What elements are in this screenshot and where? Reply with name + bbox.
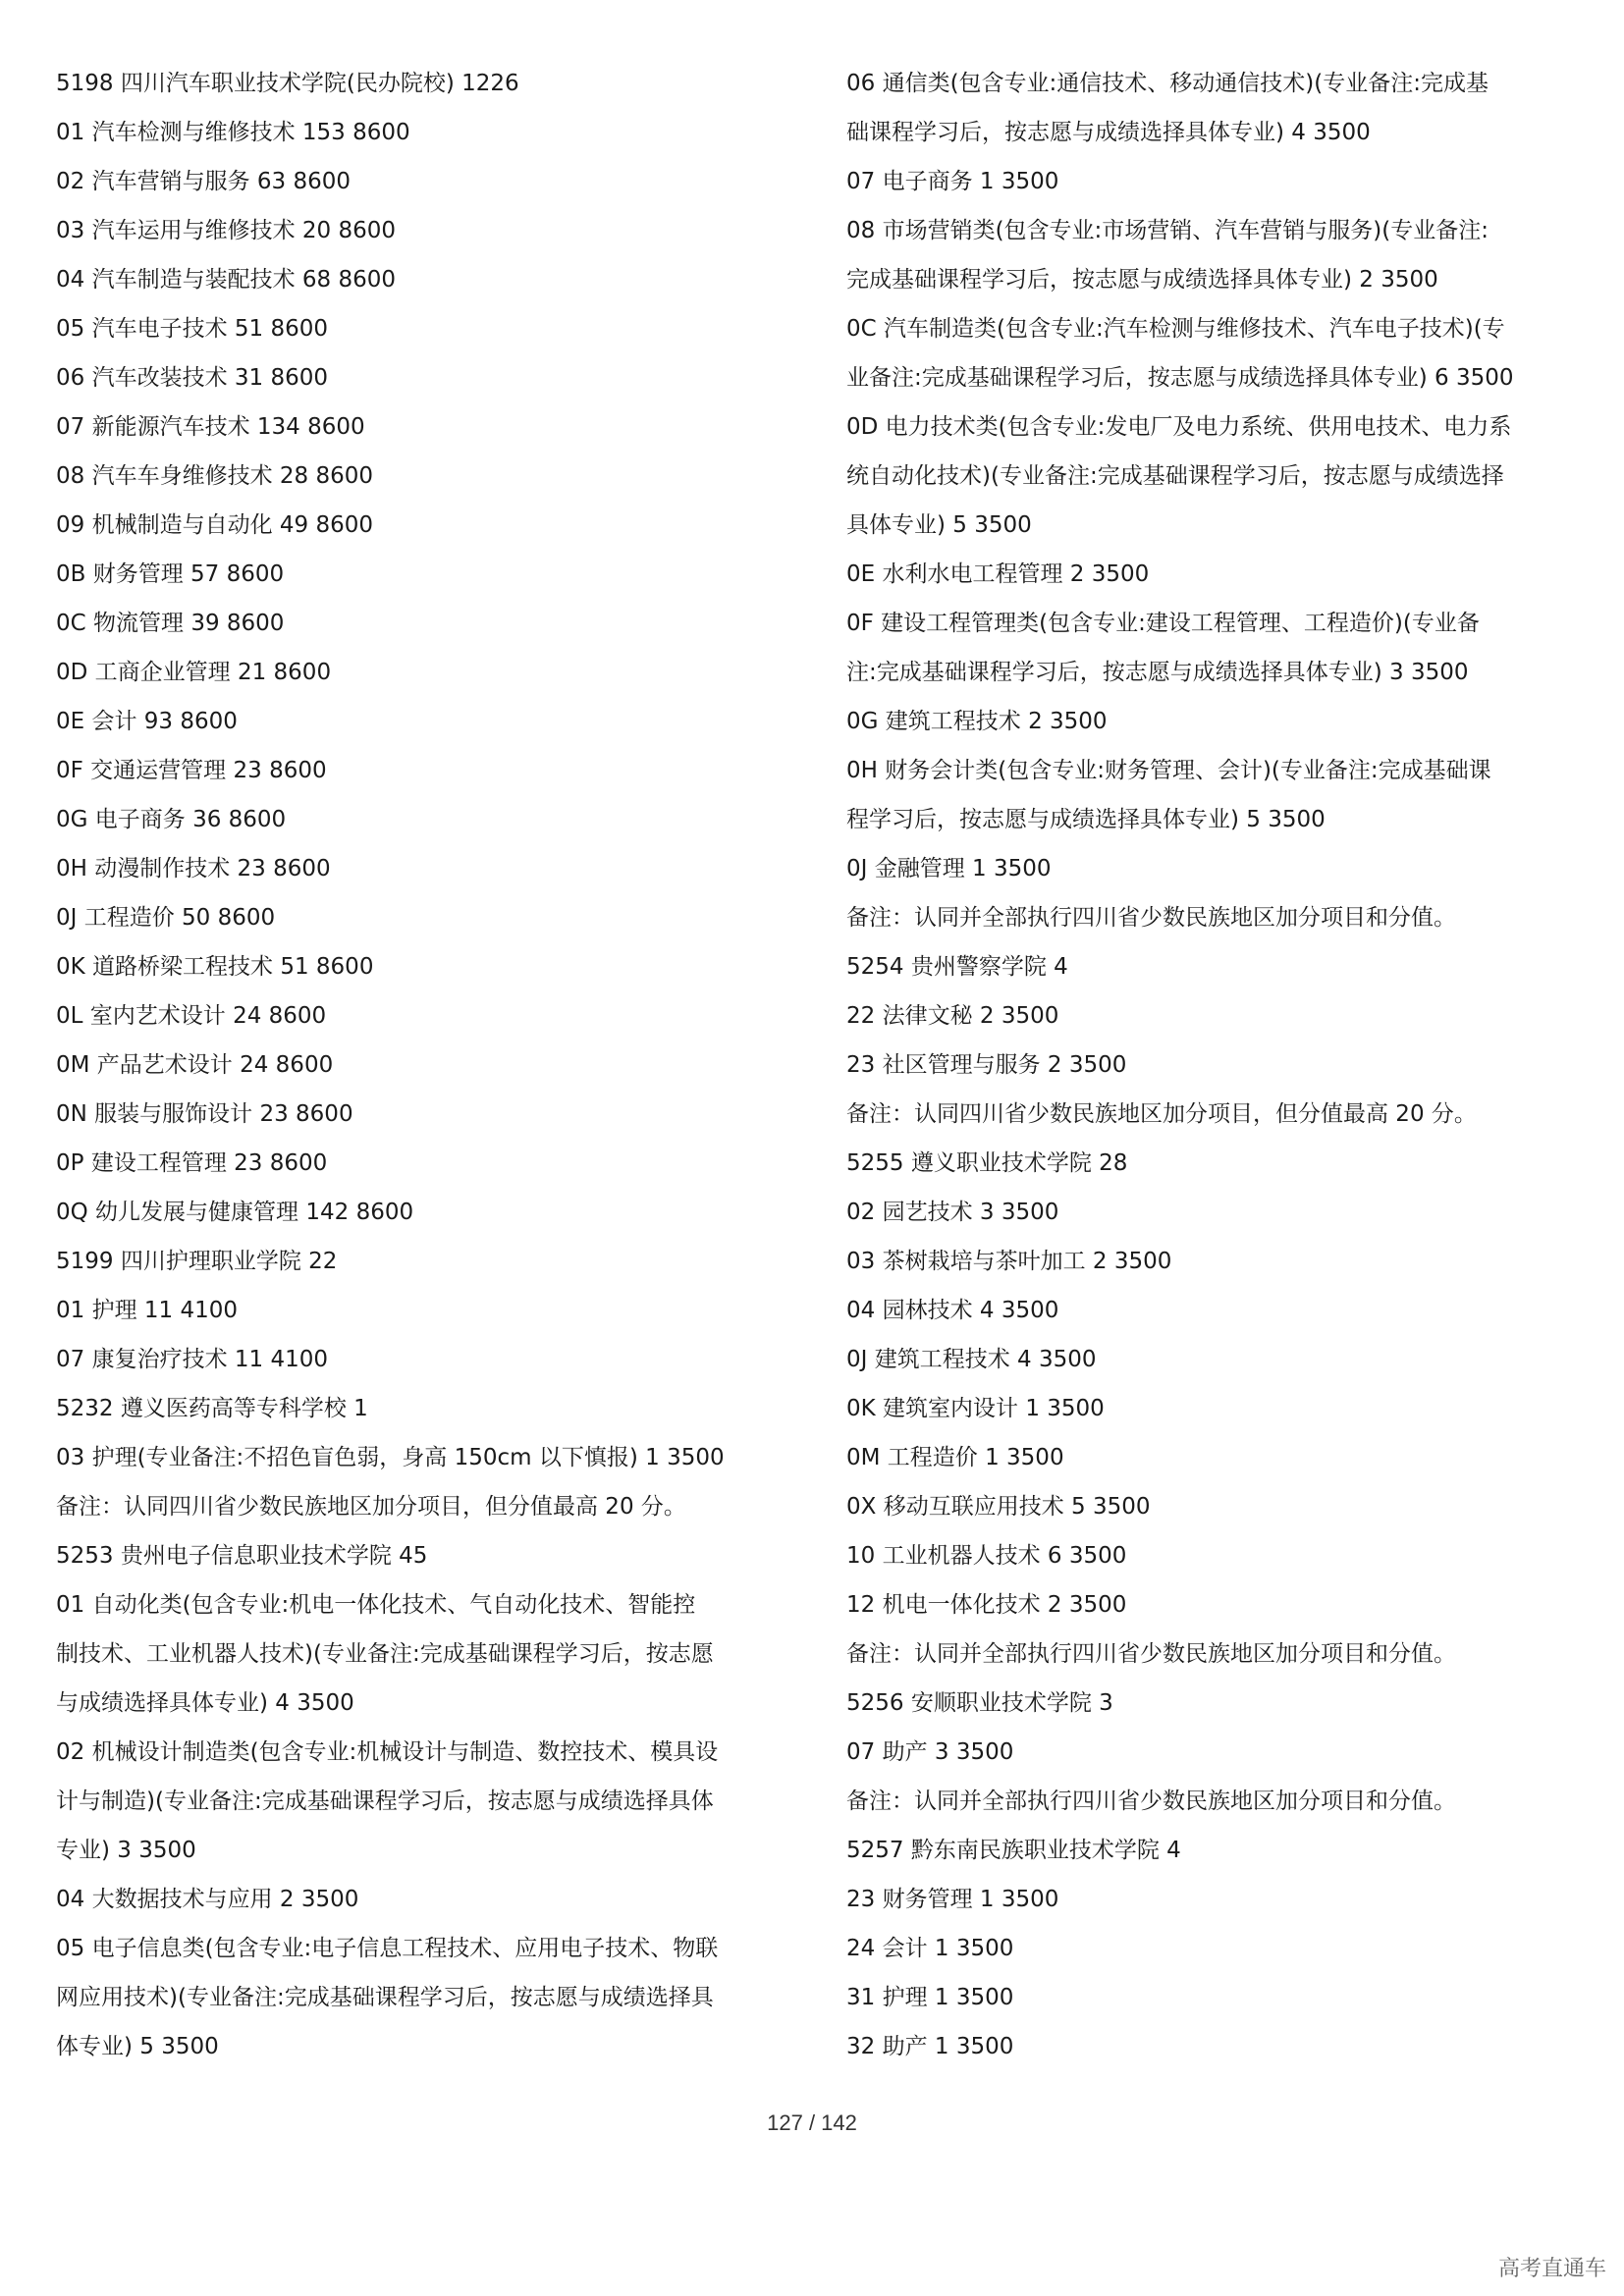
text-line: 0L 室内艺术设计 24 8600 [56, 1003, 327, 1029]
text-line: 业备注:完成基础课程学习后，按志愿与成绩选择具体专业) 6 3500 [846, 365, 1514, 391]
text-line: 09 机械制造与自动化 49 8600 [56, 512, 373, 538]
text-line: 03 汽车运用与维修技术 20 8600 [56, 218, 396, 243]
text-line: 07 康复治疗技术 11 4100 [56, 1347, 328, 1372]
text-line: 程学习后，按志愿与成绩选择具体专业) 5 3500 [846, 807, 1326, 832]
text-line: 06 通信类(包含专业:通信技术、移动通信技术)(专业备注:完成基 [846, 71, 1489, 96]
text-line: 04 大数据技术与应用 2 3500 [56, 1887, 359, 1912]
text-line: 5199 四川护理职业学院 22 [56, 1249, 338, 1274]
text-line: 5257 黔东南民族职业技术学院 4 [846, 1838, 1181, 1863]
text-line: 03 护理(专业备注:不招色盲色弱，身高 150cm 以下慎报) 1 3500 [56, 1445, 725, 1470]
text-line: 0H 动漫制作技术 23 8600 [56, 856, 331, 881]
text-line: 5254 贵州警察学院 4 [846, 954, 1068, 980]
text-line: 0C 汽车制造类(包含专业:汽车检测与维修技术、汽车电子技术)(专 [846, 316, 1505, 342]
text-line: 0Q 幼儿发展与健康管理 142 8600 [56, 1200, 414, 1225]
text-line: 02 园艺技术 3 3500 [846, 1200, 1059, 1225]
text-line: 07 助产 3 3500 [846, 1739, 1014, 1765]
text-line: 备注：认同四川省少数民族地区加分项目，但分值最高 20 分。 [846, 1101, 1477, 1127]
text-line: 具体专业) 5 3500 [846, 512, 1032, 538]
text-line: 体专业) 5 3500 [56, 2034, 219, 2059]
text-line: 31 护理 1 3500 [846, 1985, 1014, 2010]
text-line: 统自动化技术)(专业备注:完成基础课程学习后，按志愿与成绩选择 [846, 463, 1504, 489]
text-line: 计与制造)(专业备注:完成基础课程学习后，按志愿与成绩选择具体 [56, 1789, 714, 1814]
text-line: 网应用技术)(专业备注:完成基础课程学习后，按志愿与成绩选择具 [56, 1985, 714, 2010]
text-line: 12 机电一体化技术 2 3500 [846, 1592, 1127, 1618]
text-line: 0K 建筑室内设计 1 3500 [846, 1396, 1105, 1421]
text-line: 0E 会计 93 8600 [56, 709, 238, 734]
text-line: 22 法律文秘 2 3500 [846, 1003, 1059, 1029]
text-line: 备注：认同四川省少数民族地区加分项目，但分值最高 20 分。 [56, 1494, 686, 1520]
text-line: 注:完成基础课程学习后，按志愿与成绩选择具体专业) 3 3500 [846, 660, 1469, 685]
text-line: 08 市场营销类(包含专业:市场营销、汽车营销与服务)(专业备注: [846, 218, 1489, 243]
text-line: 0J 工程造价 50 8600 [56, 905, 276, 931]
text-line: 0X 移动互联应用技术 5 3500 [846, 1494, 1151, 1520]
text-line: 01 护理 11 4100 [56, 1298, 238, 1323]
text-line: 5198 四川汽车职业技术学院(民办院校) 1226 [56, 71, 519, 96]
text-line: 0K 道路桥梁工程技术 51 8600 [56, 954, 374, 980]
text-line: 0C 物流管理 39 8600 [56, 611, 285, 636]
text-line: 32 助产 1 3500 [846, 2034, 1014, 2059]
text-line: 完成基础课程学习后，按志愿与成绩选择具体专业) 2 3500 [846, 267, 1438, 293]
text-line: 08 汽车车身维修技术 28 8600 [56, 463, 373, 489]
text-line: 03 茶树栽培与茶叶加工 2 3500 [846, 1249, 1172, 1274]
text-line: 05 电子信息类(包含专业:电子信息工程技术、应用电子技术、物联 [56, 1936, 719, 1961]
text-line: 5253 贵州电子信息职业技术学院 45 [56, 1543, 428, 1569]
text-line: 0J 建筑工程技术 4 3500 [846, 1347, 1097, 1372]
text-line: 23 财务管理 1 3500 [846, 1887, 1059, 1912]
text-line: 5232 遵义医药高等专科学校 1 [56, 1396, 368, 1421]
text-line: 备注：认同并全部执行四川省少数民族地区加分项目和分值。 [846, 905, 1456, 931]
text-line: 23 社区管理与服务 2 3500 [846, 1052, 1127, 1078]
text-line: 0M 工程造价 1 3500 [846, 1445, 1064, 1470]
text-line: 专业) 3 3500 [56, 1838, 196, 1863]
text-line: 0H 财务会计类(包含专业:财务管理、会计)(专业备注:完成基础课 [846, 758, 1491, 783]
page-number: 127 / 142 [767, 2110, 857, 2135]
text-line: 0E 水利水电工程管理 2 3500 [846, 561, 1150, 587]
text-line: 02 机械设计制造类(包含专业:机械设计与制造、数控技术、模具设 [56, 1739, 719, 1765]
text-line: 05 汽车电子技术 51 8600 [56, 316, 328, 342]
text-line: 07 电子商务 1 3500 [846, 169, 1059, 194]
text-line: 0B 财务管理 57 8600 [56, 561, 285, 587]
text-line: 备注：认同并全部执行四川省少数民族地区加分项目和分值。 [846, 1641, 1456, 1667]
right-column [846, 59, 1593, 2071]
text-line: 0D 工商企业管理 21 8600 [56, 660, 332, 685]
text-line: 06 汽车改装技术 31 8600 [56, 365, 328, 391]
text-line: 0F 交通运营管理 23 8600 [56, 758, 327, 783]
text-line: 10 工业机器人技术 6 3500 [846, 1543, 1127, 1569]
text-line: 备注：认同并全部执行四川省少数民族地区加分项目和分值。 [846, 1789, 1456, 1814]
watermark-text: 高考直通车 [1497, 2257, 1606, 2281]
text-line: 02 汽车营销与服务 63 8600 [56, 169, 351, 194]
text-line: 0P 建设工程管理 23 8600 [56, 1150, 328, 1176]
text-line: 24 会计 1 3500 [846, 1936, 1014, 1961]
left-column [56, 59, 802, 2071]
text-line: 0D 电力技术类(包含专业:发电厂及电力系统、供用电技术、电力系 [846, 414, 1512, 440]
text-line: 5255 遵义职业技术学院 28 [846, 1150, 1128, 1176]
text-line: 07 新能源汽车技术 134 8600 [56, 414, 365, 440]
text-line: 01 汽车检测与维修技术 153 8600 [56, 120, 410, 145]
text-line: 础课程学习后，按志愿与成绩选择具体专业) 4 3500 [846, 120, 1371, 145]
text-line: 0F 建设工程管理类(包含专业:建设工程管理、工程造价)(专业备 [846, 611, 1480, 636]
text-line: 制技术、工业机器人技术)(专业备注:完成基础课程学习后，按志愿 [56, 1641, 714, 1667]
text-line: 04 汽车制造与装配技术 68 8600 [56, 267, 396, 293]
text-line: 与成绩选择具体专业) 4 3500 [56, 1690, 354, 1716]
text-line: 5256 安顺职业技术学院 3 [846, 1690, 1113, 1716]
text-line: 0M 产品艺术设计 24 8600 [56, 1052, 334, 1078]
text-line: 0N 服装与服饰设计 23 8600 [56, 1101, 353, 1127]
text-line: 0G 电子商务 36 8600 [56, 807, 287, 832]
text-line: 01 自动化类(包含专业:机电一体化技术、气自动化技术、智能控 [56, 1592, 696, 1618]
text-line: 0J 金融管理 1 3500 [846, 856, 1052, 881]
text-line: 04 园林技术 4 3500 [846, 1298, 1059, 1323]
text-line: 0G 建筑工程技术 2 3500 [846, 709, 1108, 734]
